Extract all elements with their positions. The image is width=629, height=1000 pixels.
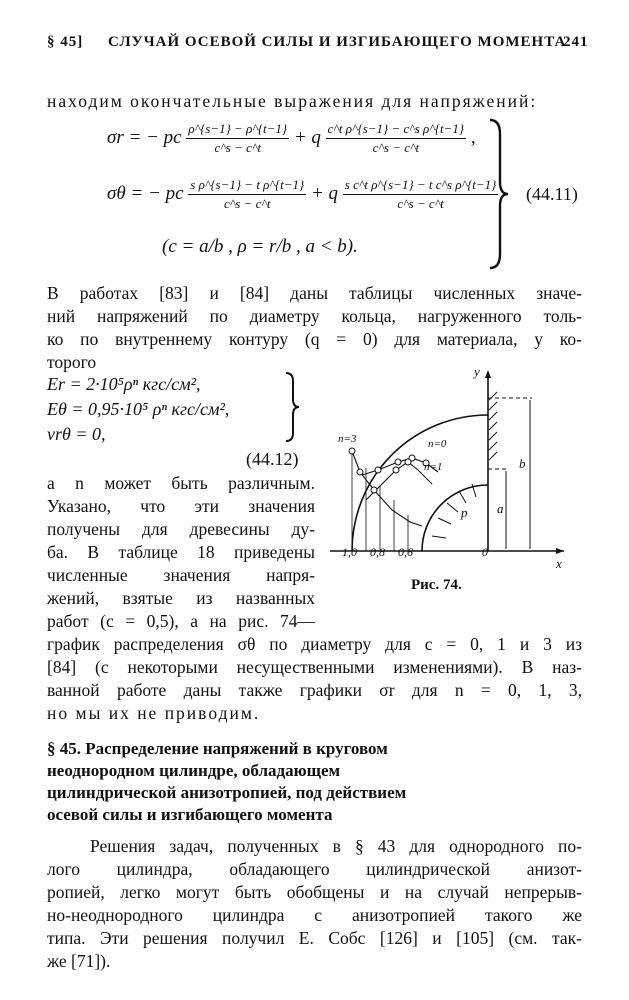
sigma-r-fraction-2: [326, 121, 466, 156]
section-heading-line-1: § 45. Распределение напряжений в круговом: [47, 739, 388, 758]
page-number: 241: [563, 34, 589, 50]
axis-y-label: y: [474, 364, 480, 379]
figure-74: [330, 358, 582, 570]
para3-line-1: Решения задач, полученных в § 43 для однородного по-: [90, 836, 582, 856]
para2-line-5: численные значения напря-: [47, 565, 315, 585]
y-axis-arrow-icon: [485, 370, 491, 378]
equation-tag-44-11: (44.11): [526, 184, 578, 204]
figure-caption: Рис. 74.: [411, 577, 462, 593]
tick-0: 0: [482, 545, 488, 559]
outer-contour-arc: [352, 415, 488, 551]
para1-line-3: ко по внутреннему контуру (q = 0) для материала, у ко-: [47, 329, 582, 349]
label-n0: n=0: [428, 438, 447, 450]
tick-1-0: 1,0: [342, 545, 357, 559]
sigma-r-comma: ,: [470, 126, 476, 148]
tick-0-6: 0,6: [398, 545, 413, 559]
equation-sigma-theta: [107, 177, 498, 212]
para2-full-line-4: но мы их не приводим.: [47, 703, 261, 723]
sigma-theta-fraction-1: [188, 177, 306, 212]
label-a: a: [497, 501, 504, 516]
para2-full-line-2: [84] (с некоторыми несущественными изменениями). В наз-: [47, 657, 582, 677]
inner-contour-arc: [422, 485, 488, 551]
eq-44-12-line-3: νrθ = 0,: [47, 424, 106, 444]
para2-line-3: получены для древесины ду-: [47, 519, 315, 539]
label-b: b: [519, 456, 526, 471]
para3-line-2: лого цилиндра, обладающего цилиндрической анизот-: [47, 859, 582, 879]
para1-line-1: В работах [83] и [84] даны таблицы численных значе-: [47, 283, 582, 303]
fraction-numerator: ρ^{s−1} − ρ^{t−1}: [186, 121, 289, 139]
sigma-theta-mid: + q: [310, 182, 339, 204]
section-heading-line-2: неоднородном цилиндре, обладающем: [47, 761, 341, 780]
intro-line: находим окончательные выражения для напряжений:: [47, 91, 538, 111]
section-heading-line-3: цилиндрической анизотропией, под действием: [47, 783, 407, 802]
section-heading-line-4: осевой силы и изгибающего момента: [47, 805, 333, 824]
sigma-r-fraction-1: [186, 121, 289, 156]
header-title: СЛУЧАЙ ОСЕВОЙ СИЛЫ И ИЗГИБАЮЩЕГО МОМЕНТА: [108, 34, 567, 50]
para3-line-4: но-неоднородного цилиндра с анизотропией такого же: [47, 905, 582, 925]
fraction-numerator: c^t ρ^{s−1} − c^s ρ^{t−1}: [326, 121, 466, 139]
para1-line-2: ний напряжений по диаметру кольца, нагруженного толь-: [47, 306, 582, 326]
para2-line-7: работ (c = 0,5), а на рис. 74—: [47, 611, 315, 631]
label-n3: n=3: [338, 433, 357, 445]
brace-44-11: [488, 118, 510, 270]
brace-44-12: [284, 371, 302, 443]
para2-line-2: Указано, что эти значения: [47, 496, 315, 516]
fraction-denominator: c^s − c^t: [214, 140, 261, 155]
sigma-theta-lhs: σθ = − pc: [107, 182, 184, 204]
equation-definitions: (c = a/b , ρ = r/b , a < b).: [162, 236, 358, 257]
curve-markers: [349, 448, 429, 493]
fraction-denominator: c^s − c^t: [372, 140, 420, 155]
para3-line-5: типа. Эти решения получил Е. Собс [126] и [105] (см. так-: [47, 928, 582, 948]
eq-44-12-line-1: Er = 2·10⁵ρⁿ кгс/см²,: [47, 374, 201, 394]
eq-44-12-line-2: Eθ = 0,95·10⁵ ρⁿ кгс/см²,: [47, 399, 230, 419]
para2-line-6: жений, взятые из названных: [47, 588, 315, 608]
fraction-denominator: c^s − c^t: [397, 196, 444, 211]
fraction-numerator: s c^t ρ^{s−1} − t c^s ρ^{t−1}: [343, 177, 499, 195]
label-n1: n=1: [424, 461, 443, 473]
para3-line-3: ропией, легко могут быть обобщены и на случай непрерыв-: [47, 882, 582, 902]
hatched-wall: [489, 392, 497, 460]
tick-0-8: 0,8: [370, 545, 385, 559]
sigma-theta-fraction-2: [343, 177, 499, 212]
pressure-arrows: [432, 484, 476, 538]
equation-tag-44-12: (44.12): [246, 449, 299, 469]
header-section: § 45]: [47, 34, 84, 50]
fraction-denominator: c^s − c^t: [224, 196, 271, 211]
label-p: p: [461, 505, 468, 520]
para2-full-line-1: график распределения σθ по диаметру для c = 0, 1 и 3 из: [47, 634, 582, 654]
para2-line-4: ба. В таблице 18 приведены: [47, 542, 315, 562]
sigma-r-lhs: σr = − pc: [107, 126, 182, 148]
equation-sigma-r: [107, 121, 476, 156]
x-axis-arrow-icon: [556, 548, 564, 554]
fraction-numerator: s ρ^{s−1} − t ρ^{t−1}: [188, 177, 306, 195]
para1-line-4: торого: [47, 352, 97, 372]
sigma-r-mid: + q: [293, 126, 321, 148]
para3-line-6: же [71]).: [47, 951, 111, 971]
para2-line-1: а n может быть различным.: [47, 473, 315, 493]
axis-x-label: x: [556, 556, 562, 570]
para2-full-line-3: ванной работе даны также графики σr для n = 0, 1, 3,: [47, 680, 582, 700]
grid-lines: [352, 451, 408, 551]
